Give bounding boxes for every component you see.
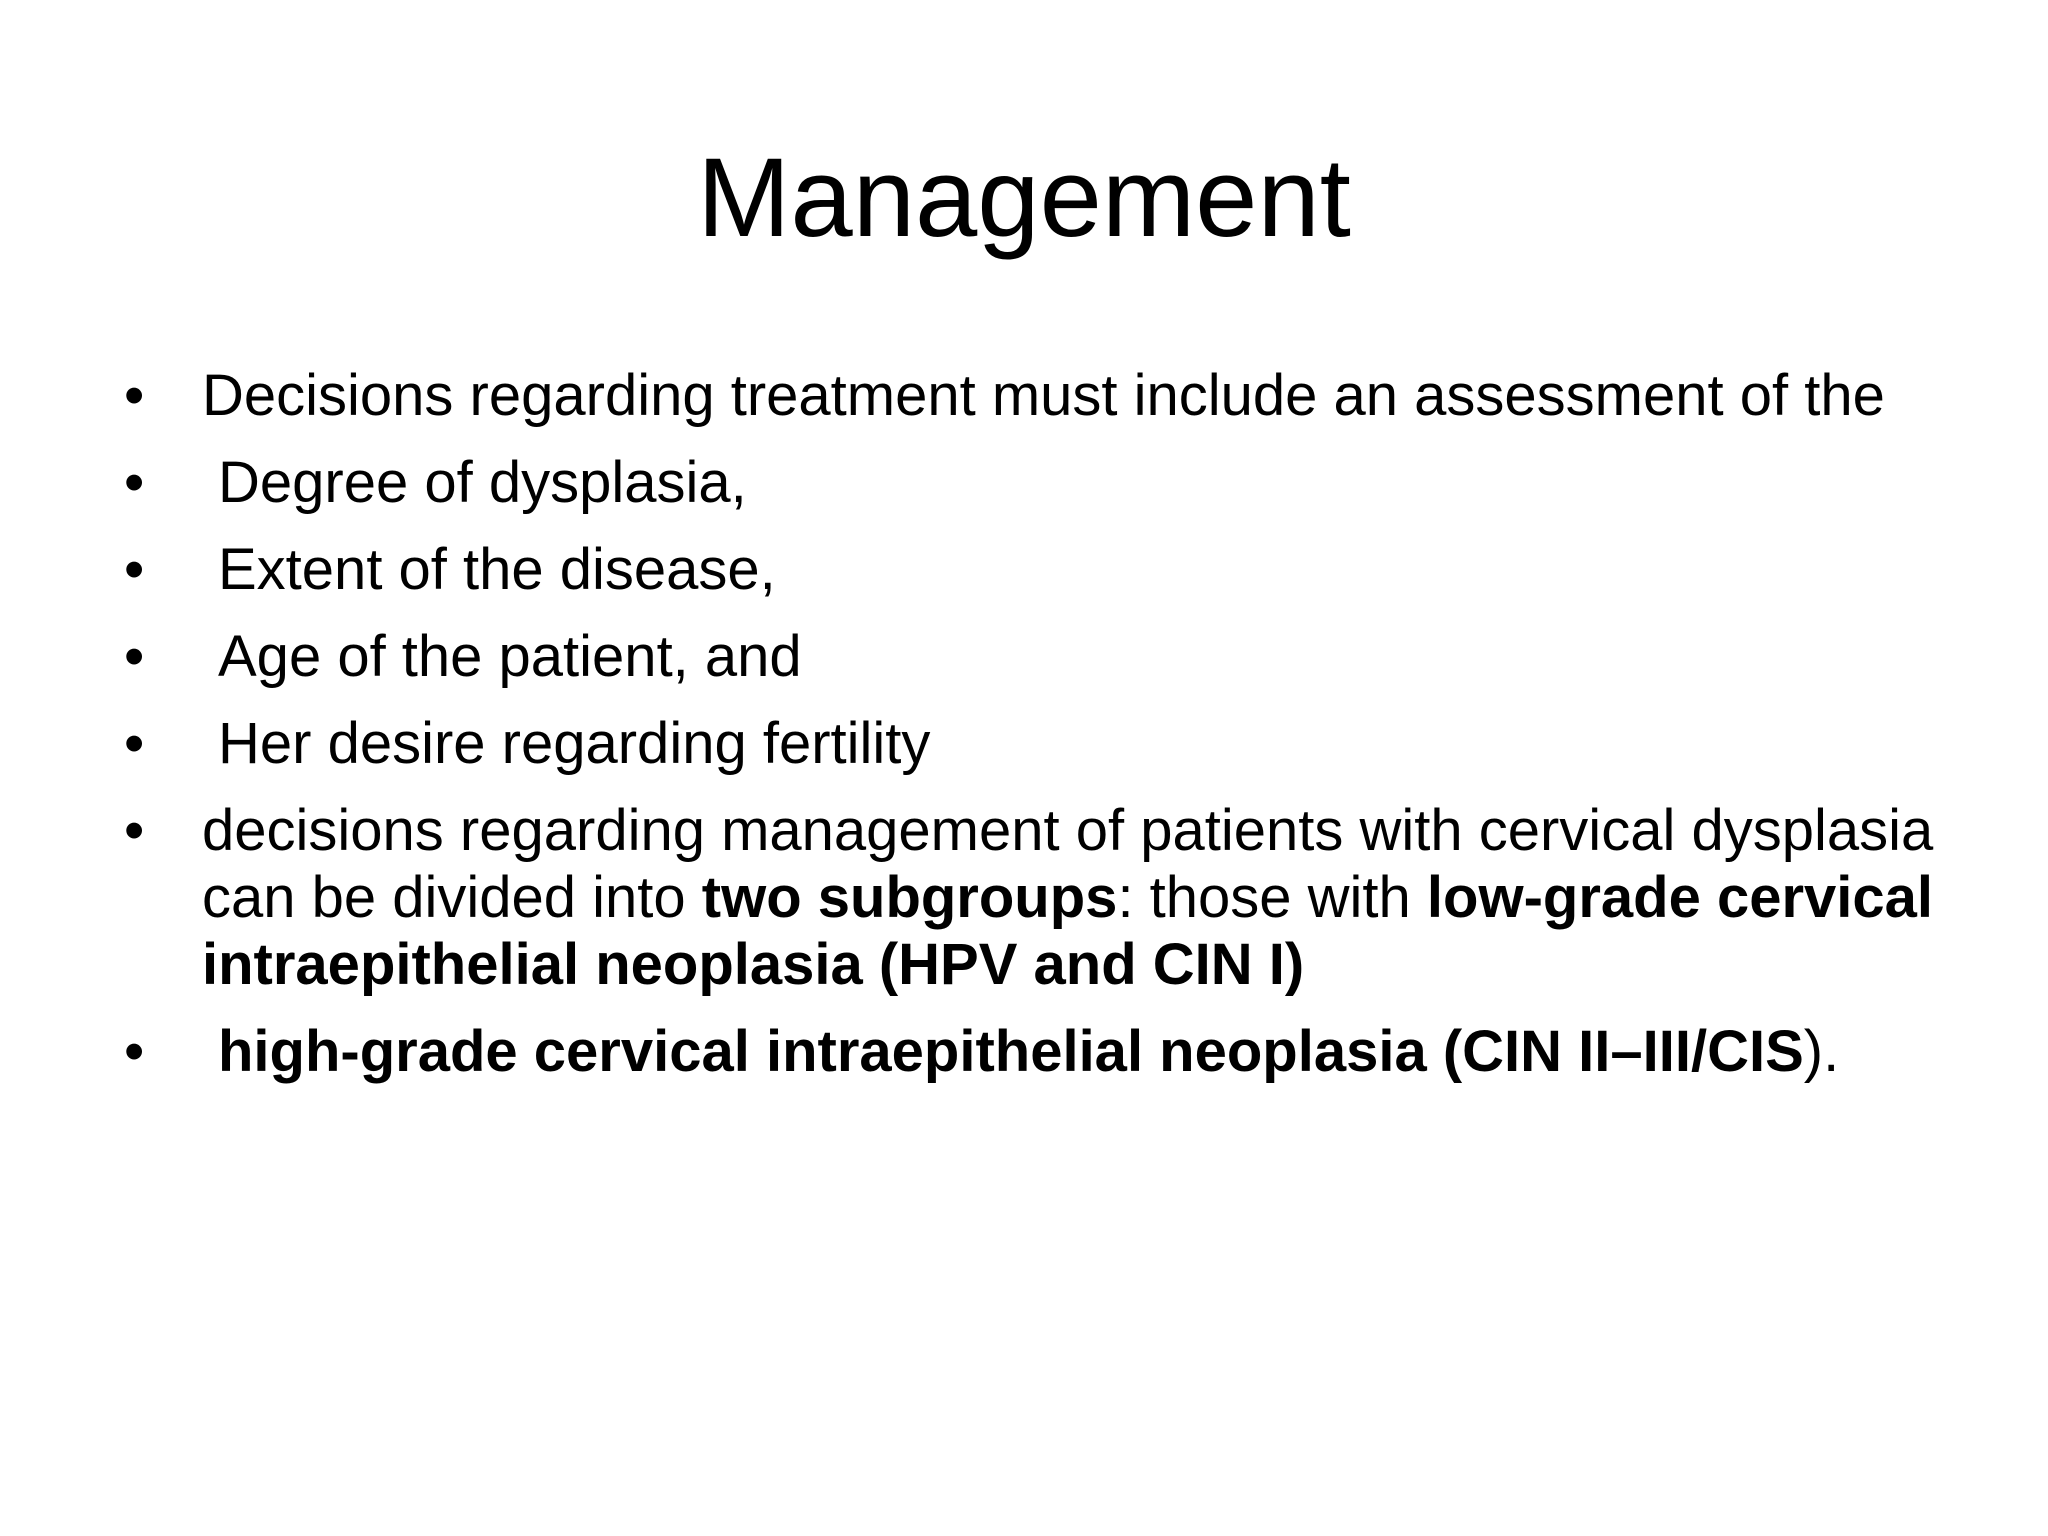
bullet-item (120, 710, 1940, 777)
bullet-item (120, 362, 1940, 429)
bullet-text (202, 797, 1940, 998)
bullet-icon: • (124, 450, 145, 515)
bullet-text-segment: : those with (1117, 865, 1427, 930)
bullet-text: Her desire regarding fertility (218, 711, 931, 776)
bullet-text (202, 1018, 1940, 1085)
bullet-item (120, 797, 1940, 998)
bold-phrase: two subgroups (701, 865, 1118, 930)
bullet-text: Decisions regarding treatment must include an assessment of the (202, 363, 1885, 428)
bullet-icon: • (124, 1019, 145, 1084)
bullet-text-segment: decisions regarding management of patients with cervical dysplasia can be divided into (202, 798, 1934, 930)
bullet-icon: • (124, 624, 145, 689)
bullet-icon: • (124, 363, 145, 428)
bullet-item (120, 536, 1940, 603)
bullet-text: Degree of dysplasia, (218, 450, 747, 515)
bullet-item (120, 1018, 1940, 1085)
bold-phrase: low-grade cervical intraepithelial neoplasia (HPV and CIN I) (202, 865, 1934, 997)
bullet-list (120, 362, 1940, 1105)
bullet-text-segment: ). (1803, 1019, 1840, 1084)
bold-phrase: high-grade cervical intraepithelial neoplasia (CIN II–III/CIS (218, 1019, 1804, 1084)
bullet-item (120, 623, 1940, 690)
bullet-icon: • (124, 798, 145, 863)
bullet-item (120, 449, 1940, 516)
bullet-text: Extent of the disease, (218, 537, 776, 602)
slide-title: Management (697, 135, 1351, 260)
bullet-icon: • (124, 711, 145, 776)
bullet-icon: • (124, 537, 145, 602)
bullet-text: Age of the patient, and (218, 624, 802, 689)
